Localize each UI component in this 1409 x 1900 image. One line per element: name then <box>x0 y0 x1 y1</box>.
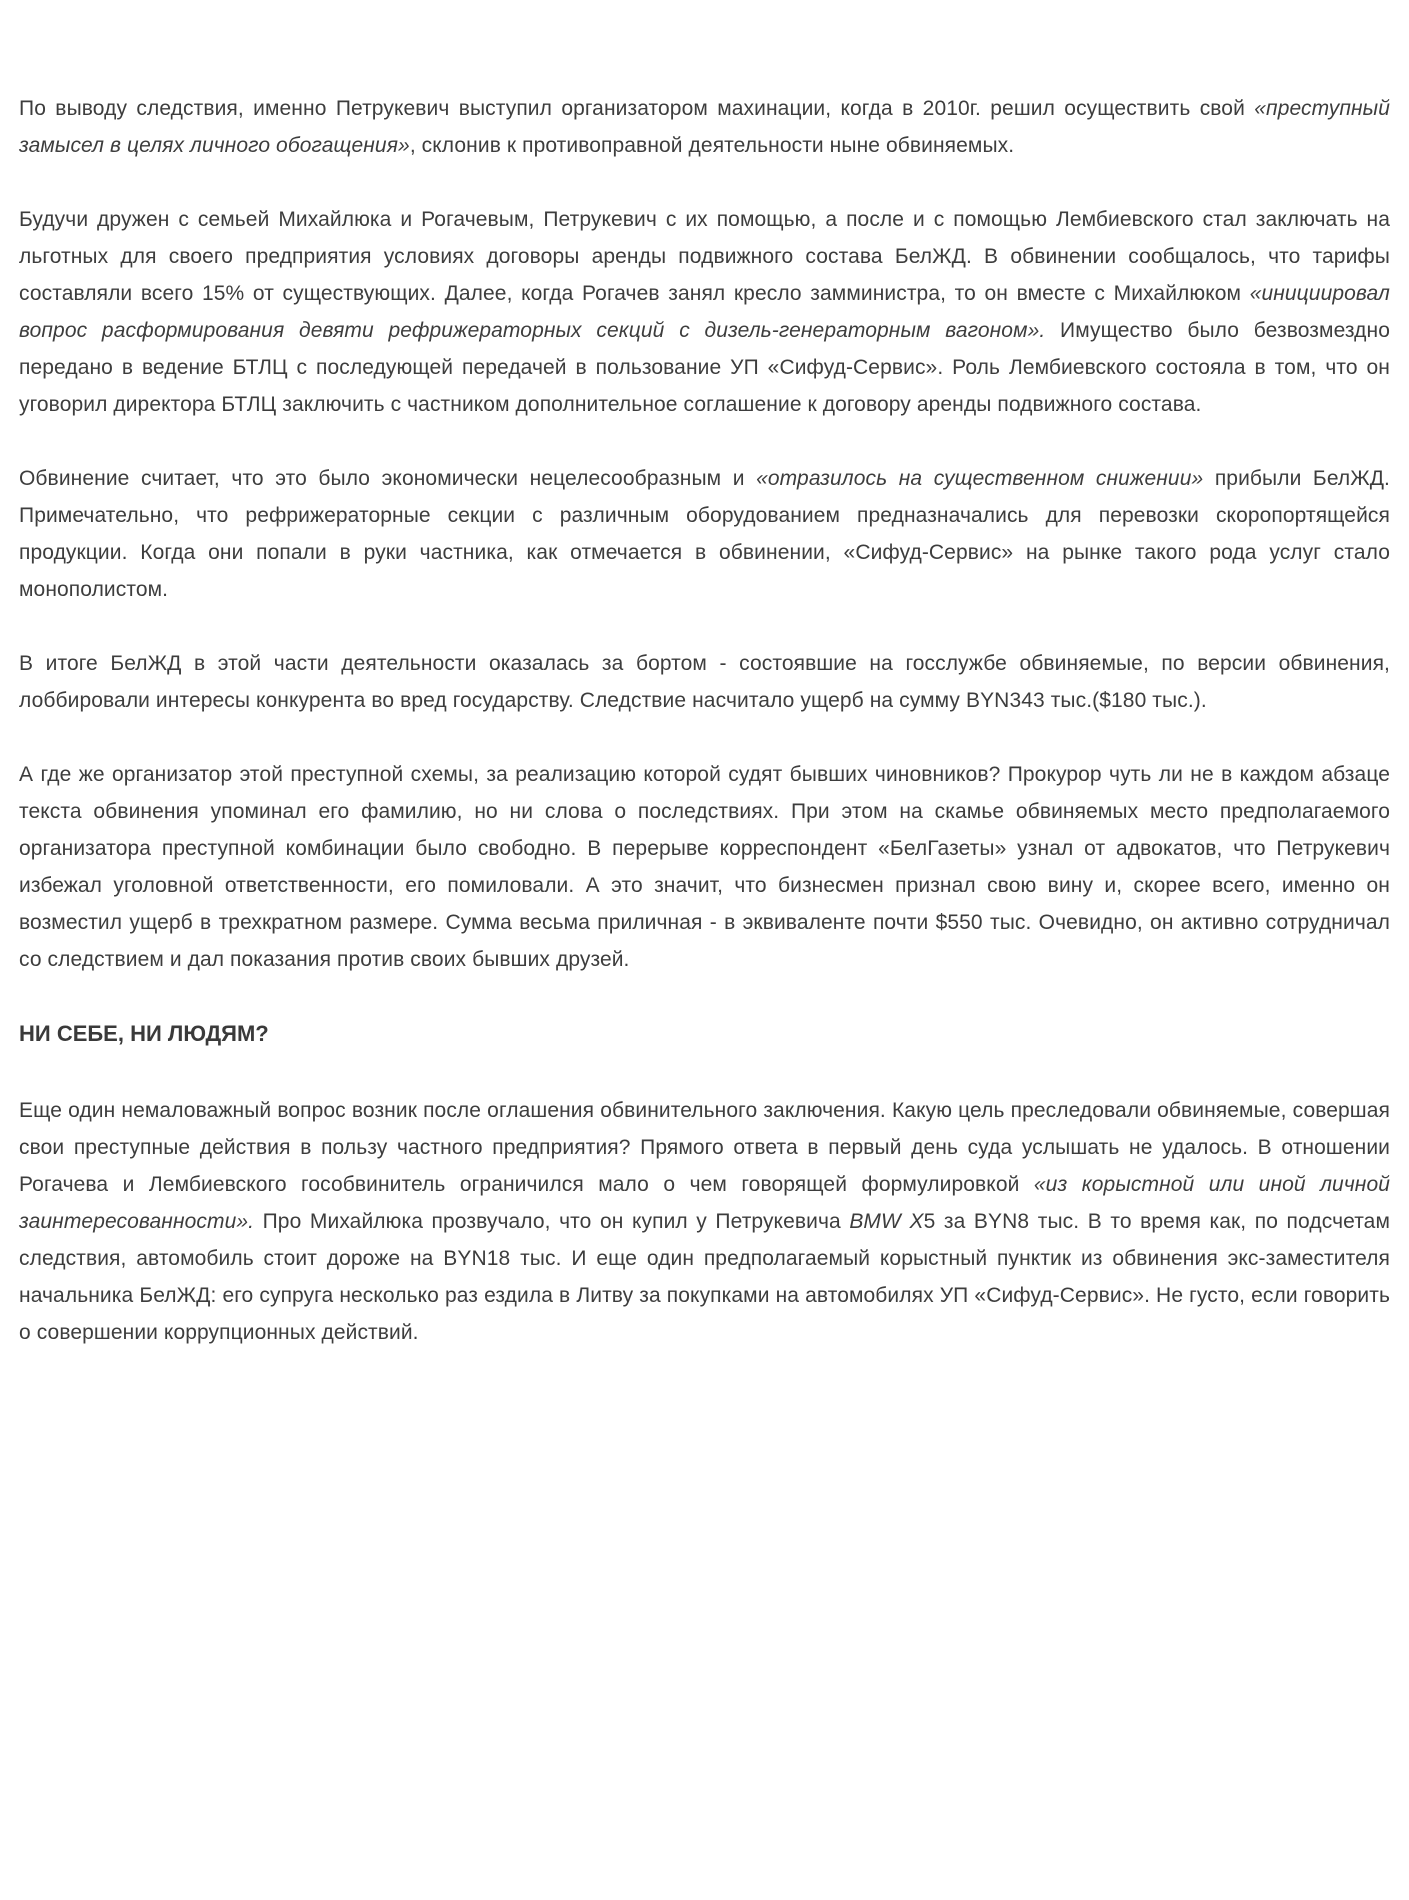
paragraph <box>19 645 1390 719</box>
text-segment: По выводу следствия, именно Петрукевич выступил организатором махинации, когда в 2010г. решил осуществить свой <box>19 97 1255 120</box>
paragraph <box>19 201 1390 423</box>
article-body <box>19 90 1390 1351</box>
text-segment: прибыли БелЖД. Примечательно, что рефрижераторные секции с различным оборудованием предназначались для перевозки скоропортящейся продукции. Когда они попали в руки частника, как отмечается в обвинении, «Сифуд-Сервис» на рынке такого рода услуг стало монополистом. <box>19 467 1390 601</box>
italic-text-segment: «из корыстной или иной личной заинтересованности». <box>19 1173 1391 1233</box>
section-heading: НИ СЕБЕ, НИ ЛЮДЯМ? <box>19 1021 269 1046</box>
paragraph <box>19 1092 1390 1351</box>
text-segment: А где же организатор этой преступной схемы, за реализацию которой судят бывших чиновников? Прокурор чуть ли не в каждом абзаце текста обвинения упоминал его фамилию, но ни слова о последствиях. При этом на скамье обвиняемых место предполагаемого организатора преступной комбинации было свободно. В перерыве корреспондент «БелГазеты» узнал от адвокатов, что Петрукевич избежал уголовной ответственности, его помиловали. А это значит, что бизнесмен признал свою вину и, скорее всего, именно он возместил ущерб в трехкратном размере. Сумма весьма приличная - в эквиваленте почти $550 тыс. Очевидно, он активно сотрудничал со следствием и дал показания против своих бывших друзей. <box>19 763 1390 971</box>
paragraph <box>19 460 1390 608</box>
paragraph <box>19 756 1390 978</box>
text-segment: Обвинение считает, что это было экономически нецелесообразным и <box>19 467 757 490</box>
paragraph <box>19 90 1390 164</box>
italic-text-segment: BMW X <box>849 1210 924 1233</box>
italic-text-segment: «преступный замысел в целях личного обогащения» <box>19 97 1390 157</box>
text-segment: , склонив к противоправной деятельности ныне обвиняемых. <box>409 134 1015 157</box>
text-segment: Имущество было безвозмездно передано в ведение БТЛЦ с последующей передачей в пользование УП «Сифуд-Сервис». Роль Лембиевского состояла в том, что он уговорил директора БТЛЦ заключить с частником дополнительное соглашение к договору аренды подвижного состава. <box>19 319 1390 416</box>
text-segment: 5 за BYN8 тыс. В то время как, по подсчетам следствия, автомобиль стоит дороже на BYN18 тыс. И еще один предполагаемый корыстный пунктик из обвинения экс-заместителя начальника БелЖД: его супруга несколько раз ездила в Литву за покупками на автомобилях УП «Сифуд-Сервис». Не густо, если говорить о совершении коррупционных действий. <box>19 1210 1390 1344</box>
italic-text-segment: «инициировал вопрос расформирования девяти рефрижераторных секций с дизель-генераторным вагоном». <box>19 282 1390 342</box>
text-segment: В итоге БелЖД в этой части деятельности оказалась за бортом - состоявшие на госслужбе обвиняемые, по версии обвинения, лоббировали интересы конкурента во вред государству. Следствие насчитало ущерб на сумму BYN343 тыс.($180 тыс.). <box>19 652 1390 712</box>
italic-text-segment: «отразилось на существенном снижении» <box>756 467 1204 490</box>
text-segment: Будучи дружен с семьей Михайлюка и Рогачевым, Петрукевич с их помощью, а после и с помощью Лембиевского стал заключать на льготных для своего предприятия условиях договоры аренды подвижного состава БелЖД. В обвинении сообщалось, что тарифы составляли всего 15% от существующих. Далее, когда Рогачев занял кресло замминистра, то он вместе с Михайлюком <box>19 208 1390 305</box>
text-segment: Про Михайлюка прозвучало, что он купил у Петрукевича <box>254 1210 850 1233</box>
text-segment: Еще один немаловажный вопрос возник после оглашения обвинительного заключения. Какую цель преследовали обвиняемые, совершая свои преступные действия в пользу частного предприятия? Прямого ответа в первый день суда услышать не удалось. В отношении Рогачева и Лембиевского гособвинитель ограничился мало о чем говорящей формулировкой <box>19 1099 1390 1196</box>
